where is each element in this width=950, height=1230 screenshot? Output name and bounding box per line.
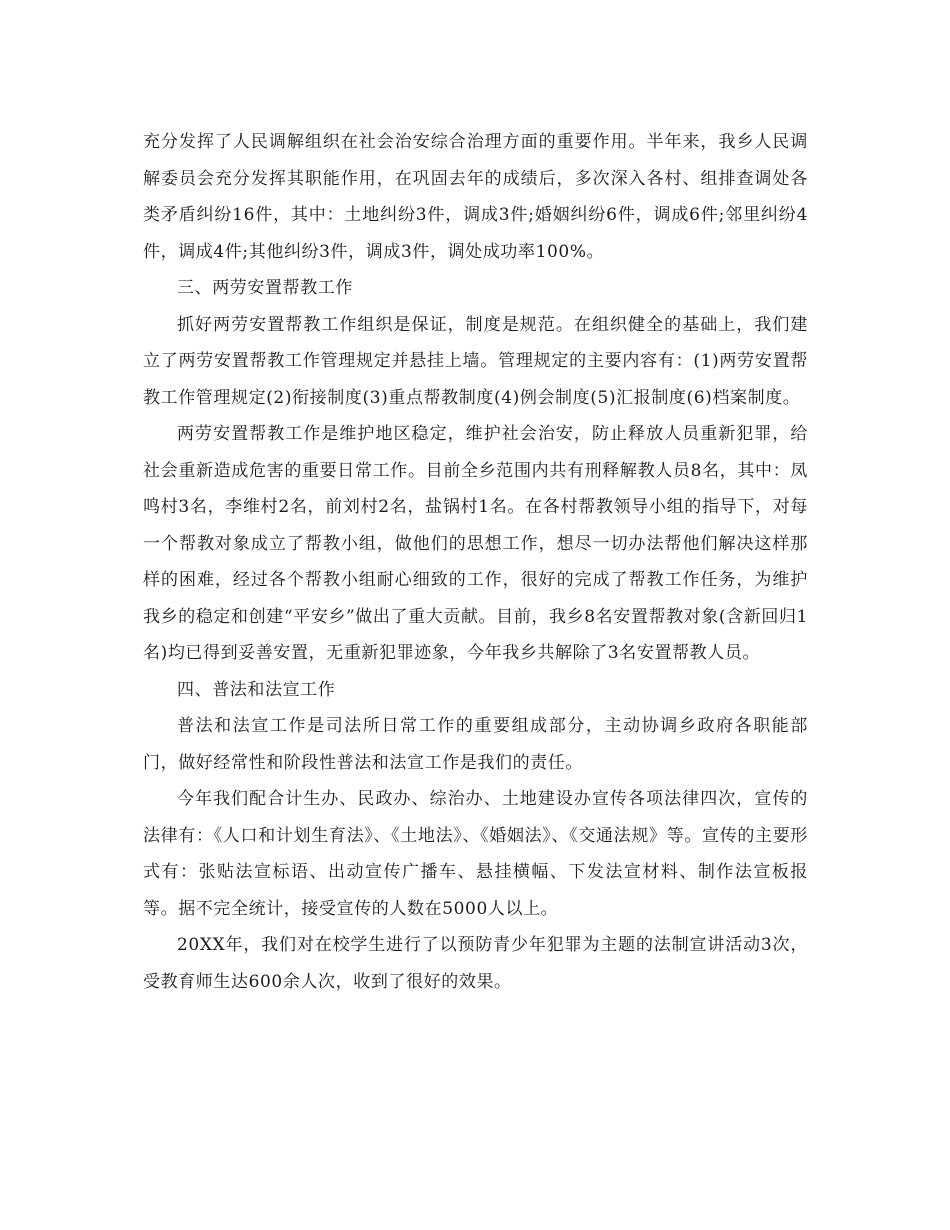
paragraph-resettlement-work: 两劳安置帮教工作是维护地区稳定，维护社会治安，防止释放人员重新犯罪，给社会重新造成危害的重要日常工作。目前全乡范围内共有刑释解教人员8名，其中：凤鸣村3名，李维村2名，前刘村2名，盐锅村1名。在各村帮教领导小组的指导下，对每一个帮教对象成立了帮教小组，做他们的思想工作，想尽一切办法帮他们解决这样那样的困难，经过各个帮教小组耐心细致的工作，很好的完成了帮教工作任务，为维护我乡的稳定和创建“平安乡”做出了重大贡献。目前，我乡8名安置帮教对象(含新回归1名)均已得到妥善安置，无重新犯罪迹象，今年我乡共解除了3名安置帮教人员。 <box>143 424 808 663</box>
section-heading-legal-publicity: 四、普法和法宣工作 <box>177 679 336 700</box>
paragraph-legal-publicity-campaigns: 今年我们配合计生办、民政办、综治办、土地建设办宣传各项法律四次，宣传的法律有：《人口和计划生育法》、《土地法》、《婚姻法》、《交通法规》等。宣传的主要形式有：张贴法宣标语、出动宣传广播车、悬挂横幅、下发法宣材料、制作法宣板报等。据不完全统计，接受宣传的人数在5000人以上。 <box>143 789 808 919</box>
section-heading-resettlement: 三、两劳安置帮教工作 <box>177 278 353 298</box>
paragraph-mediation: 充分发挥了人民调解组织在社会治安综合治理方面的重要作用。半年来，我乡人民调解委员会充分发挥其职能作用，在巩固去年的成绩后，多次深入各村、组排查调处各类矛盾纠纷16件，其中：土地纠纷3件，调成3件;婚姻纠纷6件，调成6件;邻里纠纷4件，调成4件;其他纠纷3件，调成3件，调处成功率100%。 <box>143 132 808 262</box>
paragraph-school-lectures: 20XX年，我们对在校学生进行了以预防青少年犯罪为主题的法制宣讲活动3次，受教育师生达600余人次，收到了很好的效果。 <box>143 935 808 992</box>
paragraph-legal-publicity-intro: 普法和法宣工作是司法所日常工作的重要组成部分，主动协调乡政府各职能部门，做好经常性和阶段性普法和法宣工作是我们的责任。 <box>143 716 808 773</box>
document-body <box>143 124 808 1000</box>
paragraph-resettlement-rules: 抓好两劳安置帮教工作组织是保证，制度是规范。在组织健全的基础上，我们建立了两劳安置帮教工作管理规定并悬挂上墙。管理规定的主要内容有：(1)两劳安置帮教工作管理规定(2)衔接制度(3)重点帮教制度(4)例会制度(5)汇报制度(6)档案制度。 <box>143 314 808 408</box>
